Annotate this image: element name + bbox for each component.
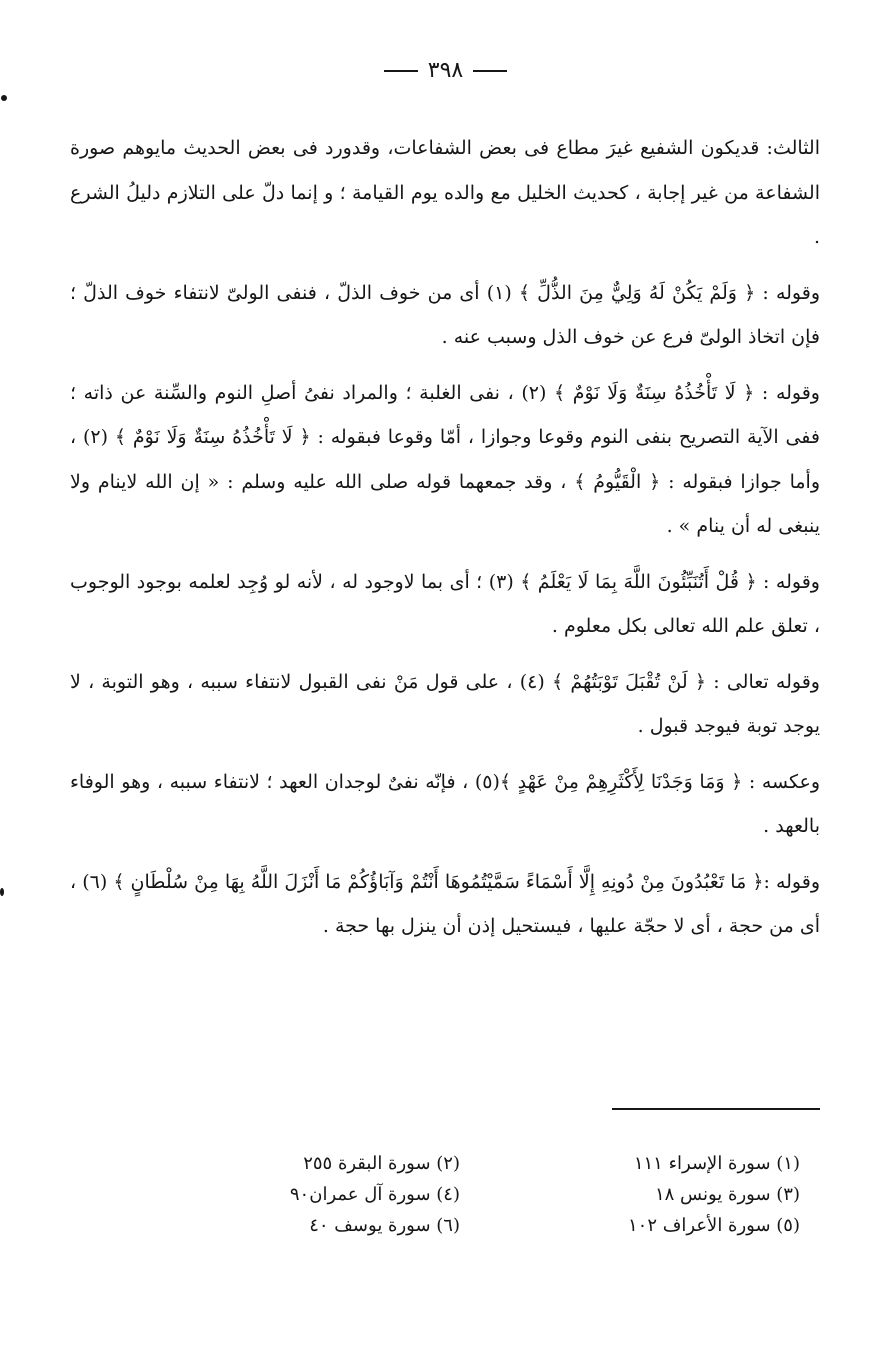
page-header	[0, 58, 891, 83]
footnote-5: (٥) سورة الأعراف ١٠٢	[627, 1215, 800, 1236]
footnote-6: (٦) سورة يوسف ٤٠	[309, 1215, 460, 1236]
main-text	[70, 126, 820, 960]
footnotes	[190, 1148, 800, 1241]
footnote-1: (١) سورة الإسراء ١١١	[633, 1153, 800, 1174]
footnote-separator	[612, 1108, 820, 1110]
footnote-2: (٢) سورة البقرة ٢٥٥	[303, 1153, 460, 1174]
page-number: ٣٩٨	[427, 58, 464, 83]
paragraph: وقوله : ﴿ لَا تَأْخُذُهُ سِنَةٌ وَلَا نَوْمٌ ﴾ (٢) ، نفى الغلبة ؛ والمراد نفىُ أصلِ النوم والسِّنة عن ذاته ؛ ففى الآية التصريح بنفى النوم وقوعا وجوازا ، أمّا وقوعا فبقوله : ﴿ لَا تَأْخُذُهُ سِنَةٌ وَلَا نَوْمٌ ﴾ (٢) ، وأما جوازا فبقوله : ﴿ الْقَيُّومُ ﴾ ، وقد جمعهما قوله صلى الله عليه وسلم : « إن الله لاينام ولا ينبغى له أن ينام » .	[70, 381, 820, 537]
paragraph: وقوله : ﴿ وَلَمْ يَكُنْ لَهُ وَلِيٌّ مِنَ الذُّلِّ ﴾ (١) أى من خوف الذلّ ، فنفى الولىّ لانتفاء خوف الذلّ ؛ فإن اتخاذ الولىّ فرع عن خوف الذل وسبب عنه .	[70, 281, 820, 348]
paragraph: وقوله تعالى : ﴿ لَنْ تُقْبَلَ تَوْبَتُهُمْ ﴾ (٤) ، على قول مَنْ نفى القبول لانتفاء سببه ، وهو التوبة ، لا يوجد توبة فيوجد قبول .	[70, 670, 820, 737]
paragraph: الثالث: قديكون الشفيع غيرَ مطاع فى بعض الشفاعات، وقدورد فى بعض الحديث مايوهم صورة الشفاعة من غير إجابة ، كحديث الخليل مع والده يوم القيامة ؛ و إنما دلّ على التلازم دليلُ الشرع .	[70, 137, 820, 248]
margin-dot	[1, 95, 7, 101]
footnote-3: (٣) سورة يونس ١٨	[654, 1184, 800, 1205]
footnote-4: (٤) سورة آل عمران٩٠	[289, 1184, 460, 1205]
paragraph: وعكسه : ﴿ وَمَا وَجَدْنَا لِأَكْثَرِهِمْ مِنْ عَهْدٍ ﴾(٥) ، فإنّه نفىٌ لوجدان العهد ؛ لانتفاء سببه ، وهو الوفاء بالعهد .	[70, 770, 820, 837]
header-dash-right	[473, 70, 507, 72]
header-dash-left	[384, 70, 418, 72]
paragraph: وقوله : ﴿ قُلْ أَتُنَبِّئُونَ اللَّهَ بِمَا لَا يَعْلَمُ ﴾ (٣) ؛ أى بما لاوجود له ، لأنه لو وُجِد لعلمه بوجود الوجوب ، تعلق علم الله تعالى بكل معلوم .	[70, 570, 820, 637]
paragraph: وقوله :﴿ مَا تَعْبُدُونَ مِنْ دُونِهِ إِلَّا أَسْمَاءً سَمَّيْتُمُوهَا أَنْتُمْ وَآبَاؤُكُمْ مَا أَنْزَلَ اللَّهُ بِهَا مِنْ سُلْطَانٍ ﴾ (٦) ، أى من حجة ، أى لا حجّة عليها ، فيستحيل إذن أن ينزل بها حجة .	[70, 870, 820, 937]
margin-dot	[0, 888, 4, 896]
